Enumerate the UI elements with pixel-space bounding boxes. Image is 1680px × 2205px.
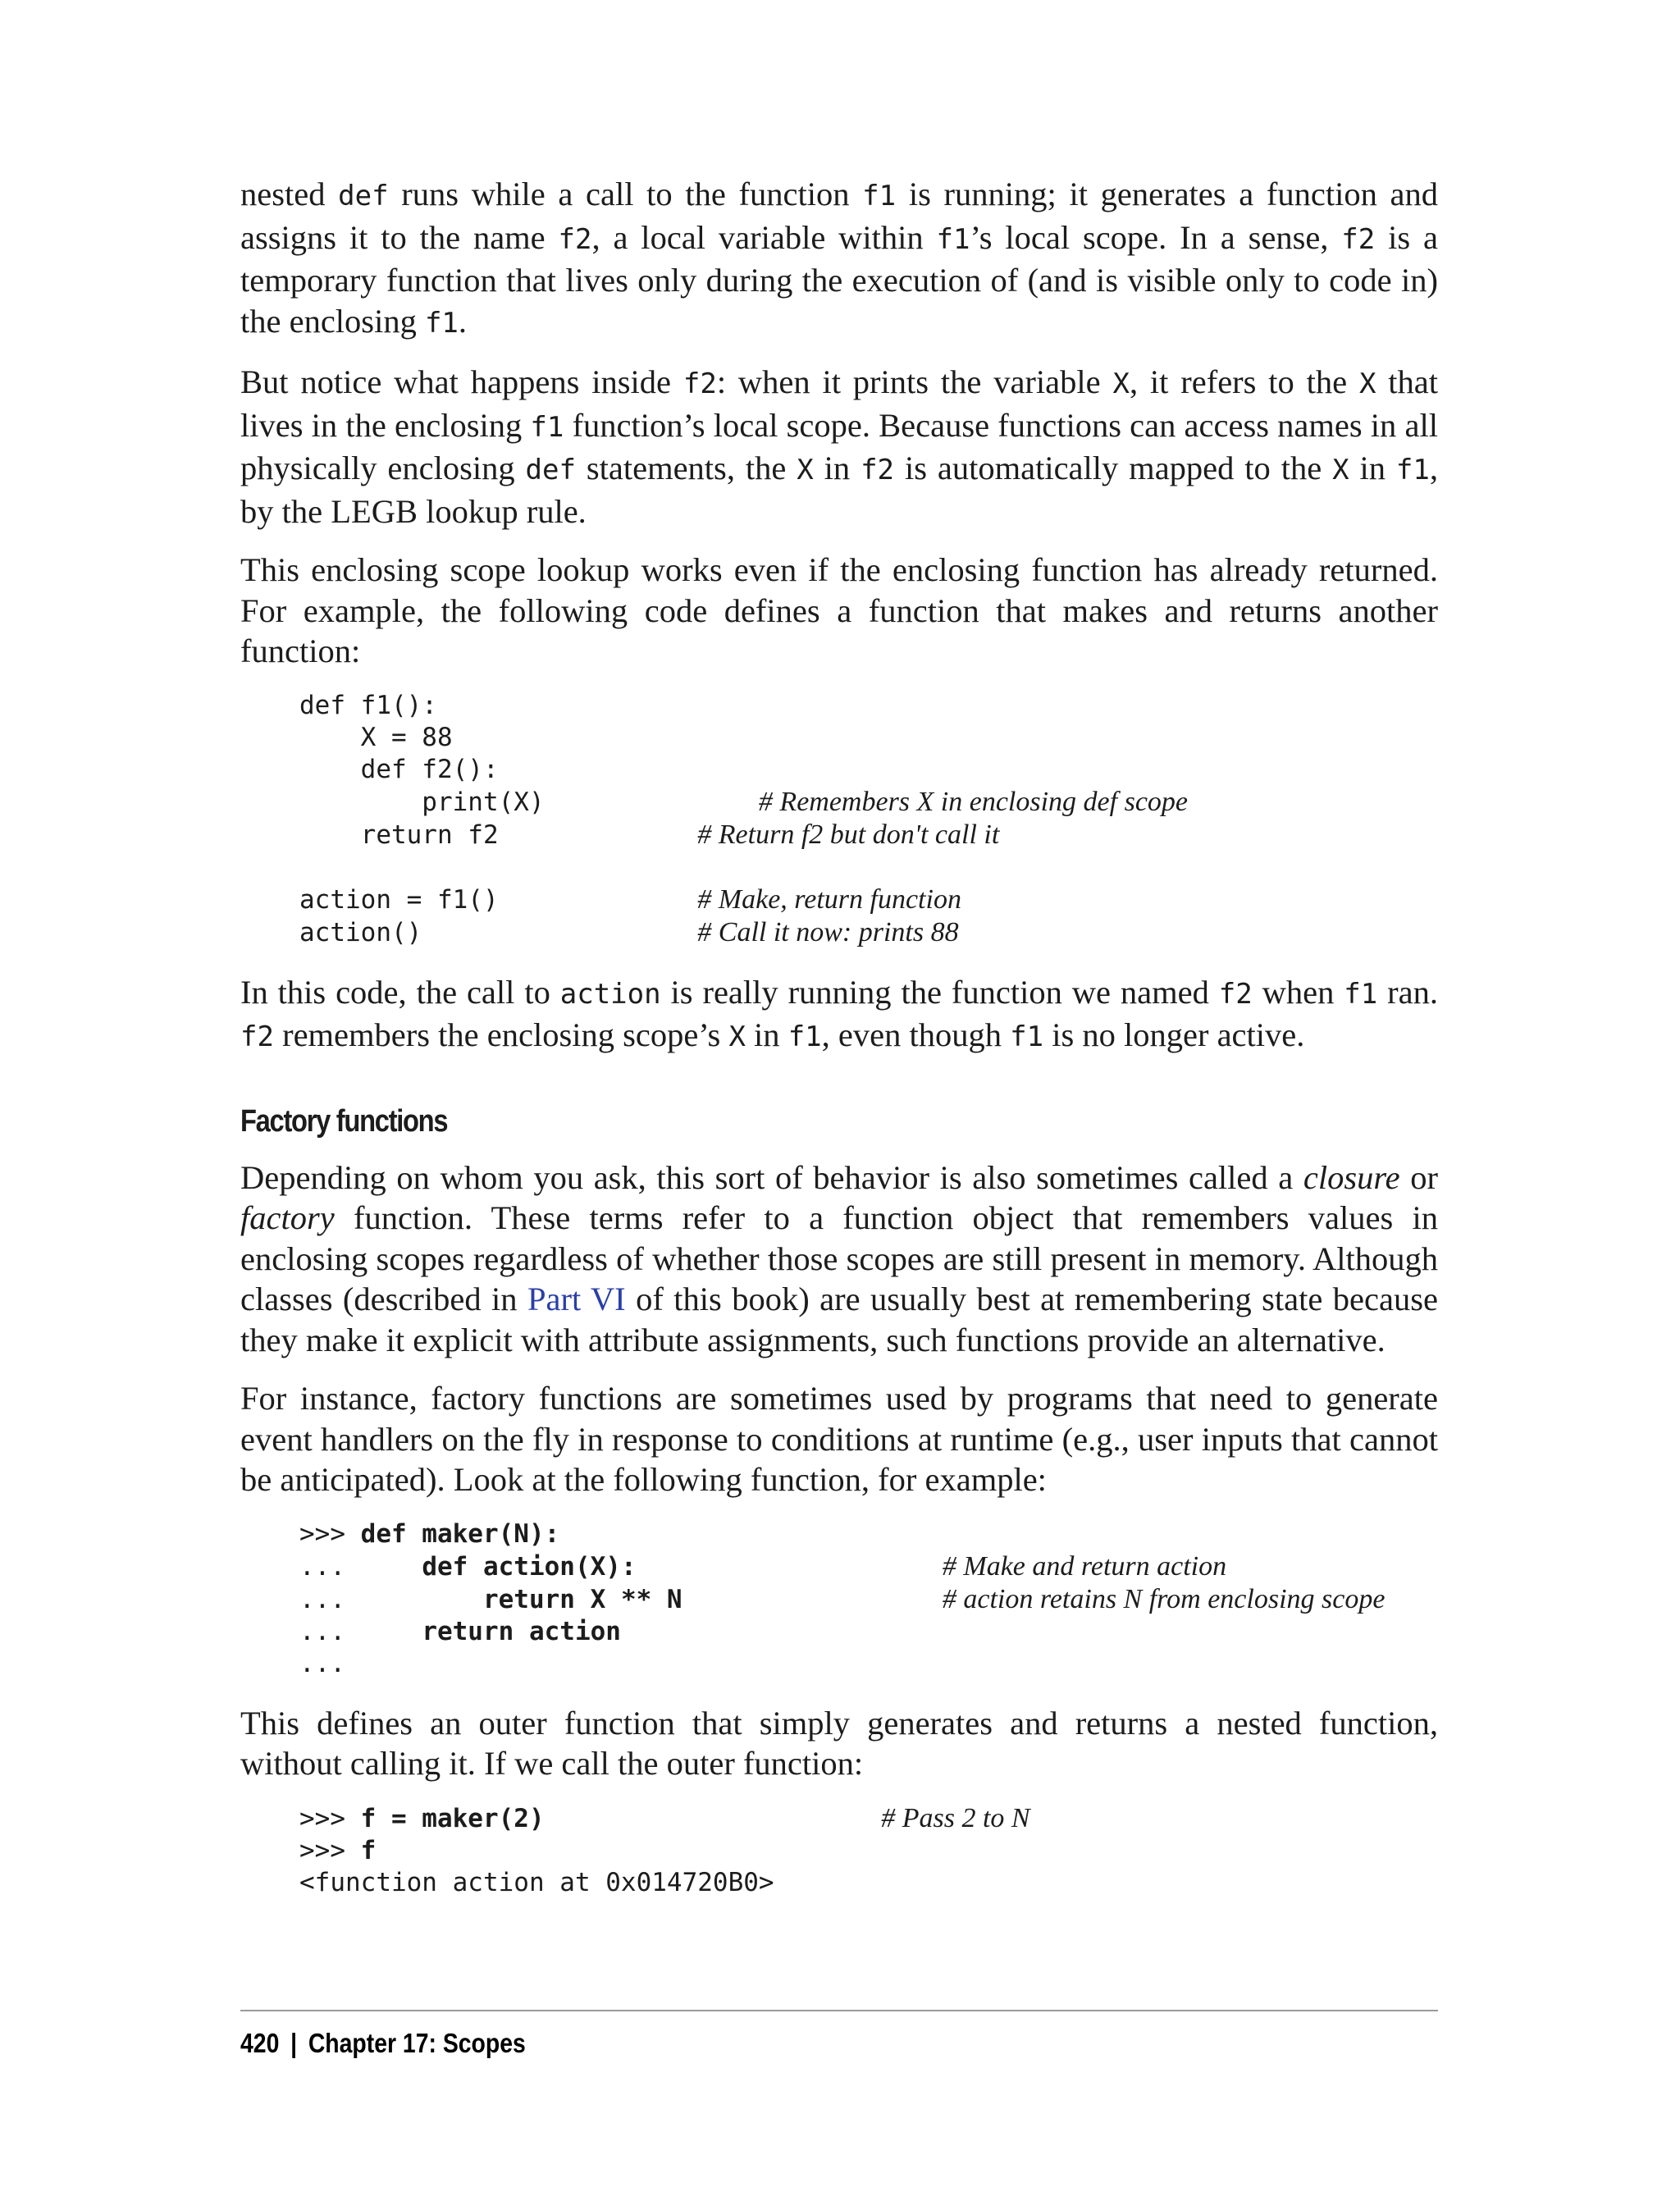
code-block-maker: >>> def maker(N): ... def action(X): # Make and return action ... return X ** N # action retains N from enclosing scope ... return action ... [299, 1518, 1386, 1678]
page-footer [240, 2010, 1438, 2059]
page-content [240, 174, 1438, 1922]
chapter-title: Chapter 17: Scopes [308, 2028, 526, 2058]
paragraph: This defines an outer function that simply generates and returns a nested function, without calling it. If we call the outer function: [240, 1704, 1438, 1782]
paragraph: But notice what happens inside f2: when it prints the variable X, it refers to the X that lives in the enclosing f1 function’s local scope. Because functions can access names in all physically enclosing def statements, the X in f2 is automatically mapped to the X in f1, by the LEGB lookup rule. [240, 363, 1439, 530]
part-vi-link[interactable]: Part VI [527, 1281, 626, 1317]
code-block-closure: def f1(): X = 88 def f2(): print(X) # Remembers X in enclosing def scope return f2 # Return f2 but don't call it action = f1() # Make, return function action() # Call it now: prints 88 [299, 690, 1189, 947]
footer-separator: | [290, 2028, 298, 2058]
paragraph: This enclosing scope lookup works even if the enclosing function has already returned. For example, the following code defines a function that makes and returns another function: [240, 551, 1438, 669]
page-number: 420 [240, 2028, 280, 2058]
paragraph: For instance, factory functions are sometimes used by programs that need to generate event handlers on the fly in response to conditions at runtime (e.g., user inputs that cannot be anticipated). Look at the following function, for example: [240, 1380, 1438, 1498]
section-heading: Factory functions [240, 1103, 448, 1139]
paragraph: nested def runs while a call to the function f1 is running; it generates a function and assigns it to the name f2, a local variable within f1’s local scope. In a sense, f2 is a temporary function that lives only during the execution of (and is visible only to code in) the enclosing f1. [240, 176, 1438, 340]
code-block-call: >>> f = maker(2) # Pass 2 to N >>> f <function action at 0x014720B0> [299, 1802, 1030, 1897]
paragraph: Depending on whom you ask, this sort of behavior is also sometimes called a closure or factory function. These terms refer to a function object that remembers values in enclosing scopes regardless of whether those scopes are still present in memory. Although classes (described in Part VI of this book) are usually best at remembering state because they make it explicit with attribute assignments, such functions provide an alternative. [240, 1158, 1438, 1358]
paragraph: In this code, the call to action is really running the function we named f2 when f1 ran. f2 remembers the enclosing scope’s X in f1, even though f1 is no longer active. [240, 973, 1439, 1053]
